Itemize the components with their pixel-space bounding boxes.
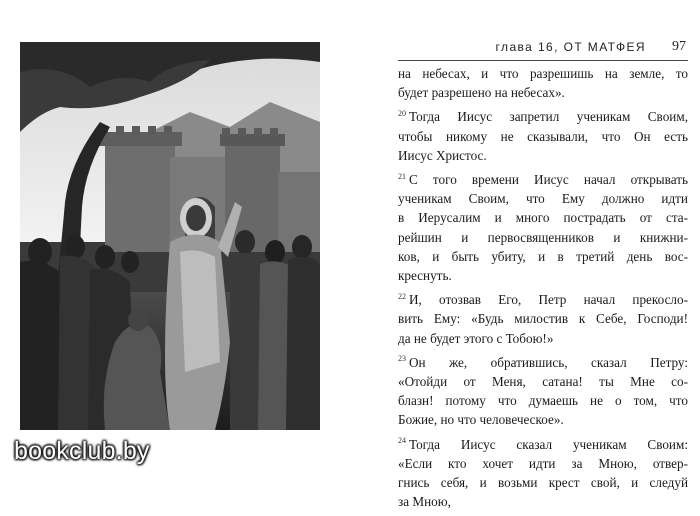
text-line: Иисус Христос. xyxy=(398,147,487,163)
paragraph xyxy=(398,353,688,430)
text-line: Тогда Иисус запретил ученикам Своим, xyxy=(409,109,688,125)
text-line: на небесах, и что разрешишь на земле, то xyxy=(398,66,688,81)
engraving-image xyxy=(20,42,320,430)
text-line: Тогда Иисус сказал ученикам Своим: xyxy=(409,436,688,452)
verse-number: 24 xyxy=(398,436,406,446)
text-line: вить Ему: «Будь милостив к Себе, Господи! xyxy=(398,311,688,327)
text-line: будет разрешено на небесах». xyxy=(398,85,565,101)
text-line: «Отойди от Меня, сатана! ты Мне со- xyxy=(398,374,688,390)
page-number: 97 xyxy=(672,39,686,54)
text-line: рейшин и первосвященников и книжни- xyxy=(398,229,688,245)
text-line: ученикам Своим, что Ему должно идти xyxy=(398,191,688,207)
paragraph xyxy=(398,435,688,512)
paragraph xyxy=(398,64,688,102)
verse-number: 23 xyxy=(398,354,406,364)
text-line: в Иерусалим и много пострадать от ста- xyxy=(398,210,688,226)
text-line: С того времени Иисус начал открывать xyxy=(409,172,688,188)
verse-number: 20 xyxy=(398,109,406,119)
verse-number: 22 xyxy=(398,291,406,301)
text-line: Он же, обратившись, сказал Петру: xyxy=(409,354,688,370)
text-line: да не будет этого с Тобою!» xyxy=(398,330,554,346)
text-line: «Если кто хочет идти за Мною, отвер- xyxy=(398,455,688,471)
paragraph xyxy=(398,170,688,285)
text-line: гнись себя, и возьми крест свой, и следуй xyxy=(398,475,688,491)
watermark-logo: bookclub.by xyxy=(14,437,150,465)
text-line: креснуть. xyxy=(398,268,452,284)
verse-number: 21 xyxy=(398,171,406,181)
text-line: Божие, но что человеческое». xyxy=(398,412,564,428)
chapter-title: глава 16, ОТ МАТФЕЯ xyxy=(495,40,646,54)
paragraph xyxy=(398,107,688,165)
text-line: блазн! потому что думаешь не о том, что xyxy=(398,393,688,409)
paragraph xyxy=(398,290,688,348)
text-line: И, отозвав Его, Петр начал прекосло- xyxy=(409,292,688,308)
text-line: за Мною, xyxy=(398,494,451,510)
running-head xyxy=(398,40,688,61)
text-line: чтобы никому не сказывали, что Он есть xyxy=(398,128,688,144)
illustration xyxy=(20,42,320,430)
text-column xyxy=(398,64,688,516)
text-line: ков, и быть убиту, и в третий день вос- xyxy=(398,248,688,264)
